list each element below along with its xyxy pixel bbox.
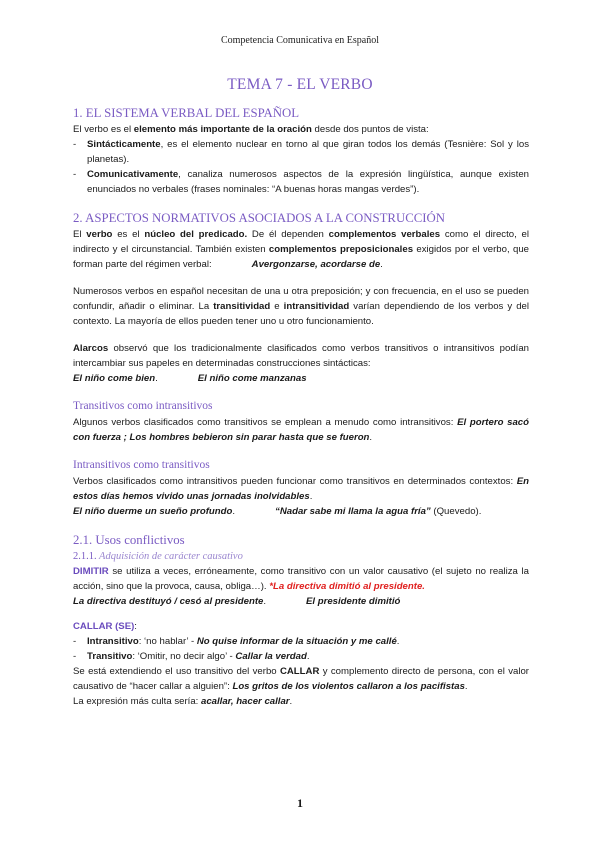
list-item: - Comunicativamente, canaliza numerosos aspectos de la expresión lingüística, aunque existen enunciados no verbales (frases nominales: “A buenas horas mangas verdes”).	[73, 167, 529, 197]
s2-paragraph-3: Alarcos observó que los tradicionalmente clasificados como verbos transitivos o intransitivos podían intercambiar sus papeles en determinadas construcciones sintácticas:	[73, 343, 529, 369]
section-1-heading: 1. EL SISTEMA VERBAL DEL ESPAÑOL	[73, 106, 300, 120]
section-2-1-heading: 2.1. Usos conflictivos	[73, 533, 185, 547]
list-item: - Sintácticamente, es el elemento nuclear en torno al que giran todos los demás (Tesnière: Sol y los planetas).	[73, 137, 529, 167]
list-item: - Transitivo: ‘Omitir, no decir algo’ - Callar la verdad.	[73, 649, 529, 664]
subsection-intransitivos-examples: El niño duerme un sueño profundo. “Nadar sabe mi llama la agua fría” (Quevedo).	[73, 506, 482, 517]
section-2-heading: 2. ASPECTOS NORMATIVOS ASOCIADOS A LA CONSTRUCCIÓN	[73, 211, 446, 225]
subsection-transitivos-text: Algunos verbos clasificados como transitivos se emplean a menudo como intransitivos: El portero sacó con fuerza ; Los hombres bebieron sin parar hasta que se fueron.	[73, 417, 529, 443]
dimitir-paragraph: DIMITIR se utiliza a veces, erróneamente, como transitivo con un valor causativo (el sujeto no realiza la acción, sino que la provoca, causa, obliga…). *La directiva dimitió al presidente.	[73, 566, 529, 592]
callar-paragraph: Se está extendiendo el uso transitivo del verbo CALLAR y complemento directo de persona, con el valor causativo de “hacer callar a alguien”: Los gritos de los violentos callaron a los pacifistas.	[73, 666, 529, 692]
s2-paragraph-2: Numerosos verbos en español necesitan de una u otra preposición; y con frecuencia, en el uso se pueden confundir, añadir o eliminar. La transitividad e intransitividad varían dependiendo de los verbos y del contexto. La mayoría de ellos pueden tener uno u otro funcionamiento.	[73, 286, 530, 327]
page-title: TEMA 7 - EL VERBO	[227, 76, 373, 93]
callar-heading: CALLAR (SE):	[73, 621, 137, 632]
list-item: - Intransitivo: ‘no hablar’ - No quise informar de la situación y me callé.	[73, 634, 529, 649]
document-body	[73, 104, 529, 709]
callar-list	[73, 634, 529, 664]
s2-examples: El niño come bien. El niño come manzanas	[73, 373, 307, 384]
s2-paragraph-1: El verbo es el núcleo del predicado. De él dependen complementos verbales como el directo, el indirecto y el circunstancial. También existen complementos preposicionales exigidos por el verbo, que forman parte del régimen verbal: Avergonzarse, acordarse de.	[73, 229, 529, 270]
page-number: 1	[297, 796, 303, 810]
subsection-intransitivos-heading: Intransitivos como transitivos	[73, 459, 210, 471]
subsection-transitivos-heading: Transitivos como intransitivos	[73, 400, 213, 412]
s1-intro: El verbo es el elemento más importante de la oración desde dos puntos de vista:	[73, 124, 429, 135]
dimitir-examples: La directiva destituyó / cesó al presidente. El presidente dimitió	[73, 596, 401, 607]
running-header: Competencia Comunicativa en Español	[220, 35, 379, 46]
section-2-1-1-heading: 2.1.1. Adquisición de carácter causativo	[73, 551, 243, 562]
s1-list	[73, 137, 529, 197]
callar-cultured: La expresión más culta sería: acallar, hacer callar.	[73, 696, 293, 707]
subsection-intransitivos-text: Verbos clasificados como intransitivos pueden funcionar como transitivos en determinados contextos: En estos días hemos vivido unas jornadas inolvidables.	[73, 476, 529, 502]
